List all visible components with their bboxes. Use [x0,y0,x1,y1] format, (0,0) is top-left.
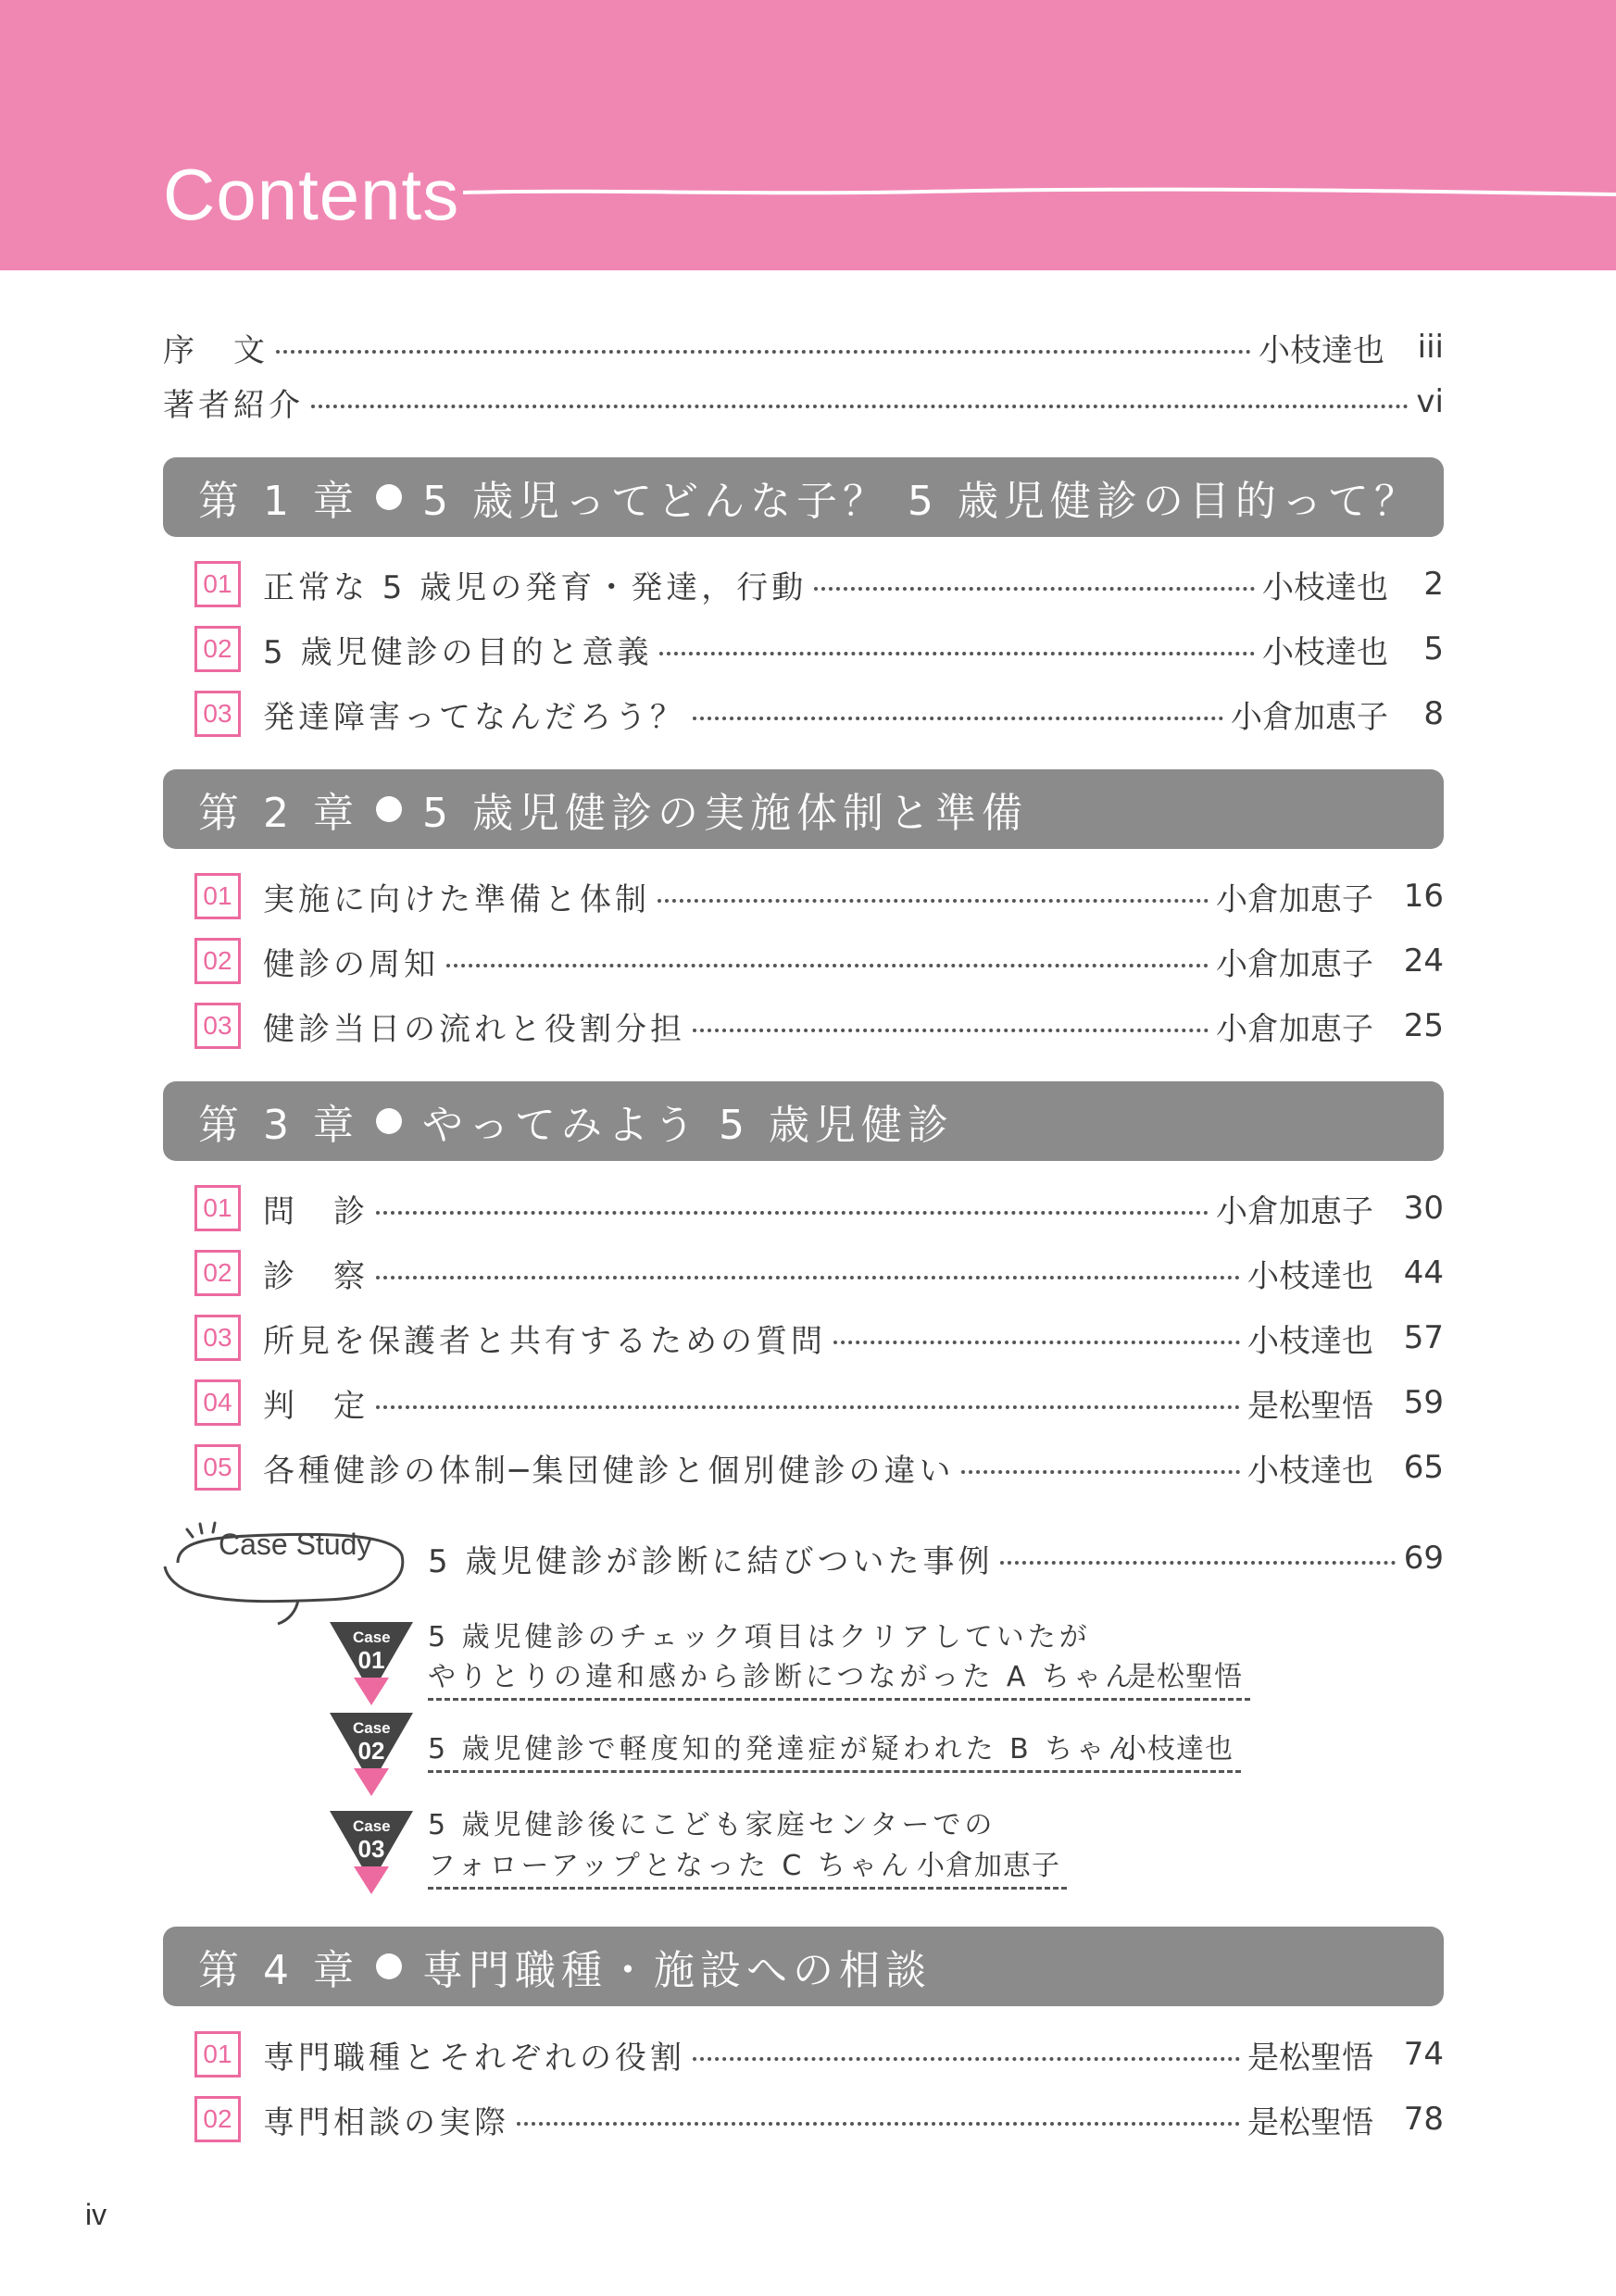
case-tag: Case [353,1628,391,1646]
toc-title: 健診の周知 [263,945,439,983]
leader-dots [814,587,1255,591]
section-number: 02 [194,938,241,984]
leader-dots [833,1341,1240,1344]
case-title-line2[interactable]: 5 歳児健診で軽度知的発達症が疑われた B ちゃん [428,1733,1140,1766]
toc-page: 25 [1403,1007,1444,1044]
toc-row[interactable] [263,561,1444,607]
toc-author: 是松聖悟 [1247,2039,1373,2077]
leader-dots [517,2122,1240,2126]
toc-author: 小倉加恵子 [1216,880,1373,918]
toc-page: 30 [1403,1190,1444,1227]
section-number: 02 [194,2096,241,2142]
bullet-icon [376,1953,402,1979]
case-underline [428,1887,1067,1890]
toc-page: 74 [1403,2036,1444,2073]
leader-dots [961,1470,1240,1474]
leader-dots [376,1211,1209,1215]
section-number: 02 [194,1250,241,1296]
toc-title: 正常な 5 歳児の発育・発達，行動 [263,568,808,606]
leader-dots [693,2057,1240,2061]
toc-row[interactable] [263,938,1444,984]
toc-page: 8 [1423,695,1444,732]
toc-title: 専門相談の実際 [263,2103,509,2141]
leader-dots [311,405,1409,408]
toc-page: 2 [1423,566,1444,603]
toc-row-case-study[interactable] [428,1535,1444,1581]
leader-dots [693,1029,1209,1032]
toc-row[interactable] [263,2031,1444,2078]
toc-title: 発達障害ってなんだろう？ [263,698,685,736]
leader-dots [1000,1561,1396,1565]
toc-author: 小倉加恵子 [1216,1192,1373,1230]
toc-title: 5 歳児健診の目的と意義 [263,633,653,671]
bullet-icon [376,796,402,822]
toc-row[interactable] [263,1379,1444,1426]
case-author: 小倉加恵子 [917,1850,1060,1882]
case-title-line1[interactable]: 5 歳児健診後にこども家庭センターでの [428,1809,996,1841]
leader-dots [693,717,1223,720]
chapter-label: 第 1 章 [198,478,359,525]
section-number: 01 [194,2031,241,2078]
leader-dots [376,1405,1240,1409]
toc-page: 69 [1403,1540,1444,1577]
chapter-label: 第 2 章 [198,790,359,837]
toc-row[interactable] [263,1315,1444,1361]
chapter-title: 5 歳児健診の実施体制と準備 [421,790,1028,837]
section-number: 03 [194,691,241,737]
page-number: iv [85,2198,107,2231]
toc-page: vi [1416,383,1444,420]
section-number: 02 [194,626,241,672]
chapter-label: 第 4 章 [198,1947,359,1994]
toc-page: 5 [1423,630,1444,668]
section-number: 05 [194,1444,241,1491]
toc-title: 実施に向けた準備と体制 [263,880,650,918]
chapter-label: 第 3 章 [198,1102,359,1149]
toc-author: 小枝達也 [1247,1257,1373,1295]
toc-title: 専門職種とそれぞれの役割 [263,2039,685,2077]
toc-title: 問 診 [263,1192,369,1230]
leader-dots [658,899,1209,903]
case-underline [428,1770,1241,1773]
toc-author: 小倉加恵子 [1216,945,1373,983]
toc-title: 序 文 [163,331,269,369]
chapter-title: 専門職種・施設への相談 [421,1947,932,1994]
section-number: 03 [194,1003,241,1049]
toc-page: 65 [1403,1449,1444,1486]
chapter-title: やってみよう 5 歳児健診 [421,1102,954,1149]
toc-row[interactable] [263,2096,1444,2142]
section-number: 03 [194,1315,241,1361]
chapter-title: 5 歳児ってどんな子？ 5 歳児健診の目的って？ [421,478,1421,525]
chapter-heading-2[interactable] [163,769,1444,849]
toc-title: 健診当日の流れと役割分担 [263,1010,685,1048]
case-tag: Case [353,1719,391,1737]
page-title: Contents [163,154,460,235]
case-author: 是松聖悟 [1128,1661,1243,1693]
toc-author: 小倉加恵子 [1231,698,1388,736]
case-title-line2[interactable]: フォローアップとなった C ちゃん [428,1850,912,1882]
section-number: 01 [194,873,241,919]
toc-row-preface[interactable] [163,324,1444,370]
toc-title: 診 察 [263,1257,369,1295]
toc-title: 判 定 [263,1387,369,1425]
chapter-heading-4[interactable] [163,1927,1444,2006]
leader-dots [446,964,1209,967]
toc-author: 小枝達也 [1262,633,1388,671]
case-number: 03 [357,1835,385,1863]
toc-author: 小枝達也 [1247,1452,1373,1490]
toc-author: 小枝達也 [1247,1322,1373,1360]
case-number: 01 [357,1646,385,1674]
header-underline [463,185,1616,200]
section-number: 01 [194,561,241,607]
case-underline [428,1698,1250,1701]
header-band [0,0,1616,270]
toc-row[interactable] [263,1003,1444,1049]
toc-author: 小枝達也 [1262,568,1388,606]
case-title-line1[interactable]: 5 歳児健診のチェック項目はクリアしていたが [428,1621,1091,1653]
toc-title: 著者紹介 [163,386,304,424]
section-number: 01 [194,1185,241,1231]
toc-page: 44 [1403,1254,1444,1292]
toc-row[interactable] [263,691,1444,737]
case-author: 小枝達也 [1119,1733,1234,1766]
leader-dots [376,1276,1240,1279]
toc-title: 各種健診の体制─集団健診と個別健診の違い [263,1452,955,1490]
toc-author: 小倉加恵子 [1216,1010,1373,1048]
toc-author: 是松聖悟 [1247,2103,1373,2141]
toc-row[interactable] [263,873,1444,919]
toc-page: 57 [1403,1319,1444,1356]
toc-title: 5 歳児健診が診断に結びついた事例 [428,1542,994,1580]
toc-author: 是松聖悟 [1247,1387,1373,1425]
toc-row[interactable] [263,1185,1444,1231]
leader-dots [276,350,1251,354]
section-number: 04 [194,1379,241,1426]
bullet-icon [376,1108,402,1134]
toc-title: 所見を保護者と共有するための質問 [263,1322,826,1360]
toc-author: 小枝達也 [1259,331,1384,369]
toc-page: 78 [1403,2101,1444,2138]
toc-page: iii [1417,329,1444,366]
toc-row[interactable] [263,626,1444,672]
case-tag: Case [353,1817,391,1835]
toc-row[interactable] [263,1250,1444,1296]
toc-row[interactable] [263,1444,1444,1491]
case-study-badge: Case Study [219,1528,372,1561]
toc-page: 24 [1403,942,1444,980]
leader-dots [659,652,1255,655]
bullet-icon [376,484,402,510]
toc-row-authors[interactable] [163,379,1444,425]
chapter-heading-3[interactable] [163,1081,1444,1161]
chapter-heading-1[interactable] [163,457,1444,537]
case-study-speech-bubble [159,1507,411,1628]
case-title-line2[interactable]: やりとりの違和感から診断につながった A ちゃん [428,1661,1136,1693]
toc-page: 59 [1403,1384,1444,1421]
case-number: 02 [357,1737,385,1765]
toc-page: 16 [1403,878,1444,915]
